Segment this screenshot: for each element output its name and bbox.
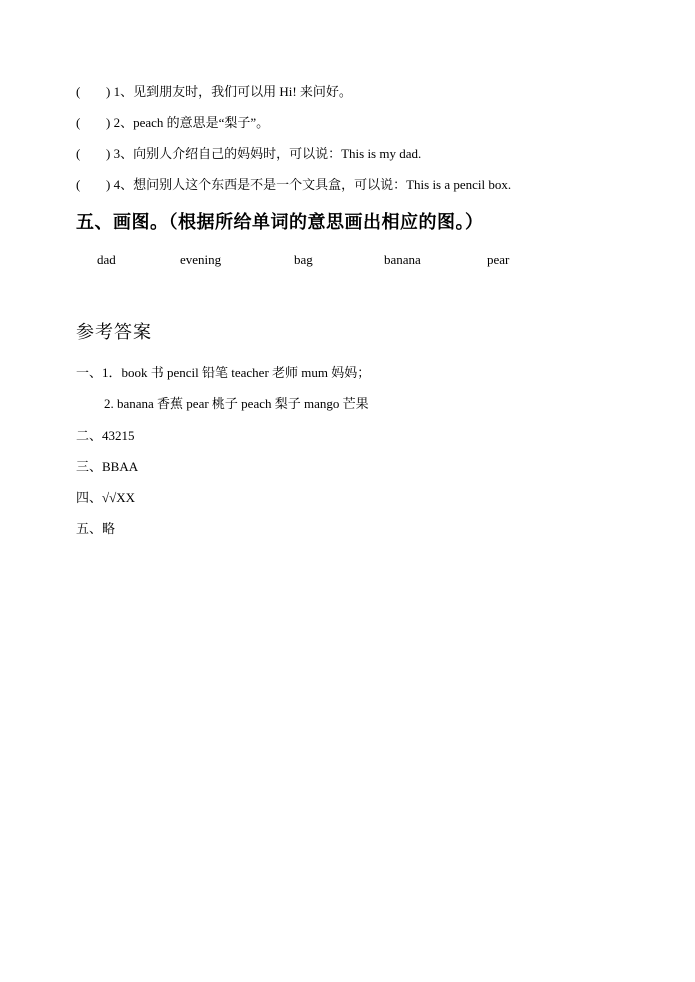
answer-paren: ( [76,84,81,99]
word-bag: bag [294,252,313,267]
word-banana: banana [384,252,421,267]
answer-line-2: 2. banana 香蕉 pear 桃子 peach 梨子 mango 芒果 [104,396,369,411]
tf-item-text: ) 4、想问别人这个东西是不是一个文具盒，可以说：This is a pencil box. [106,177,512,192]
tf-item-text: ) 3、向别人介绍自己的妈妈时，可以说：This is my dad. [106,146,422,161]
answer-line-1: 一、1．book 书 pencil 铅笔 teacher 老师 mum 妈妈； [76,365,371,380]
answer-paren: ( [76,177,81,192]
answer-paren: ( [76,115,81,130]
answer-line-3: 二、43215 [76,428,135,443]
answer-paren: ( [76,146,81,161]
word-pear: pear [487,252,510,267]
answer-line-5: 四、√√XX [76,490,136,505]
answer-key-title: 参考答案 [76,322,152,343]
word-evening: evening [180,252,222,267]
answer-line-6: 五、略 [76,521,116,536]
tf-item-text: ) 1、见到朋友时，我们可以用 Hi! 来问好。 [106,84,352,99]
answer-line-4: 三、BBAA [76,459,139,474]
tf-item-text: ) 2、peach 的意思是“梨子”。 [106,115,270,130]
word-dad: dad [97,252,116,267]
section-heading-drawing: 五、画图。（根据所给单词的意思画出相应的图。） [76,212,484,233]
